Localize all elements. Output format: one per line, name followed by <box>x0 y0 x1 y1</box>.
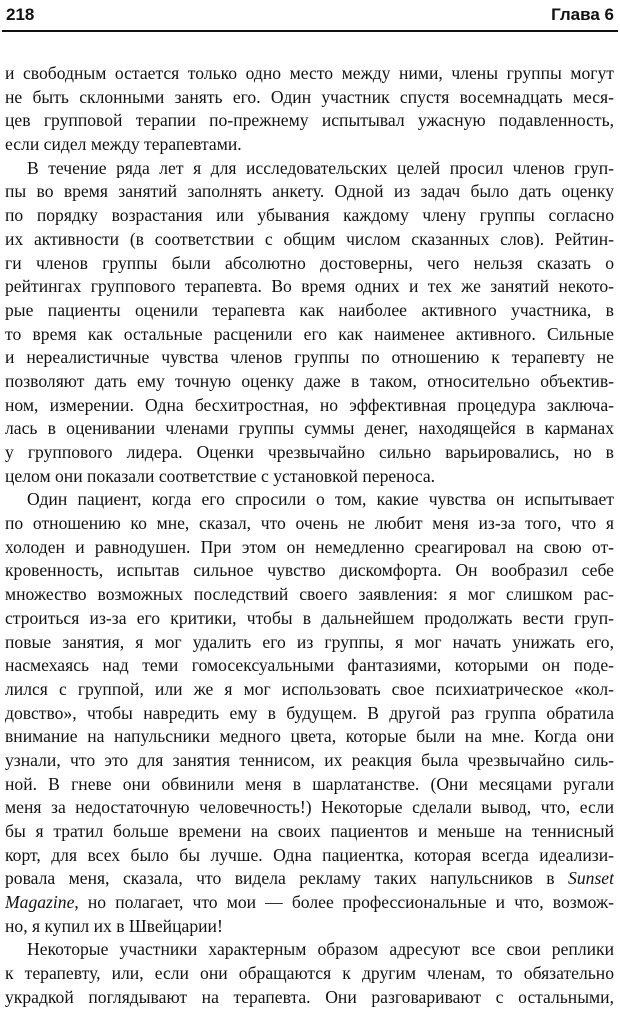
line-text: лился с группой, или же я мог использовать свое психиатрическое «кол- <box>5 678 614 699</box>
line-text: позволяют дать ему точную оценку даже в таком, относительно объектив- <box>5 370 614 391</box>
line-text: по порядку возрастания или убывания каждому члену группы согласно <box>5 205 614 226</box>
line-text: целом они показали соответствие с установкой переноса. <box>5 465 436 486</box>
text-line <box>5 228 614 252</box>
text-line <box>5 323 614 347</box>
text-line <box>5 844 614 868</box>
header-rule <box>2 30 618 32</box>
text-line <box>5 654 614 678</box>
text-line <box>5 252 614 276</box>
line-text: но, я купил их в Швейцарии! <box>5 915 223 936</box>
text-line <box>5 204 614 228</box>
line-text: Один пациент, когда его спросили о том, какие чувства он испытывает <box>27 489 614 510</box>
text-line <box>5 465 614 489</box>
line-text: строиться из-за его критики, чтобы в дальнейшем продолжать вести груп- <box>5 607 614 628</box>
text-line <box>5 915 614 939</box>
text-line <box>5 678 614 702</box>
chapter-title: Глава 6 <box>551 5 614 24</box>
line-text: ном, измерении. Одна бесхитростная, но эффективная процедура заключа- <box>5 394 614 415</box>
text-line <box>5 133 614 157</box>
text-line <box>5 796 614 820</box>
line-text: и нереалистичные чувства членов группы по отношению к терапевту не <box>5 347 614 368</box>
text-line <box>5 773 614 797</box>
line-text: и свободным остается только одно место между ними, члены группы могут <box>5 63 614 83</box>
text-line <box>5 275 614 299</box>
text-line <box>5 986 614 1010</box>
text-line <box>5 962 614 986</box>
text-line <box>5 607 614 631</box>
line-text: пы во время занятий заполнять анкету. Одной из задач было дать оценку <box>5 181 614 202</box>
line-text: у группового лидера. Оценки чрезвычайно сильно варьировались, но в <box>5 442 614 462</box>
italic-phrase: Sunset <box>568 868 614 889</box>
text-line <box>5 346 614 370</box>
line-text: , но полагает, что мои — более профессиональные и что, возмож- <box>74 892 614 913</box>
running-header <box>6 3 614 29</box>
text-line <box>5 180 614 204</box>
line-text: к терапевту, или, если они обращаются к другим членам, то обязательно <box>5 963 614 984</box>
line-text: лась в оценивании членами группы суммы денег, находящейся в карманах <box>5 418 614 439</box>
text-line <box>5 417 614 441</box>
text-line <box>5 891 614 915</box>
line-text: холоден и равнодушен. При этом он немедленно среагировал на свою от- <box>5 536 614 557</box>
text-line <box>5 62 614 86</box>
text-line <box>5 512 614 536</box>
text-line <box>5 109 614 133</box>
text-line <box>5 394 614 418</box>
line-text: насмехаясь над теми гомосексуальными фантазиями, которыми он поде- <box>5 655 614 676</box>
text-line <box>5 536 614 560</box>
text-line <box>5 867 614 891</box>
line-text: ровала меня, сказала, что видела рекламу таких напульсников в <box>5 868 555 889</box>
line-text: украдкой поглядывают на терапевта. Они разговаривают с остальными, <box>5 986 614 1007</box>
line-text: по отношению ко мне, сказал, что очень не любит меня из-за того, что я <box>5 513 614 534</box>
line-text: узнали, что это для занятия теннисом, их реакция была чрезвычайно силь- <box>5 749 614 770</box>
line-text: меня за недостаточную человечность!) Некоторые сделали вывод, что, если <box>5 797 614 818</box>
line-text: если сидел между терапевтами. <box>5 134 242 155</box>
text-line <box>5 157 614 181</box>
line-text: рые пациенты оценили терапевта как наиболее активного участника, в <box>5 299 614 320</box>
line-text: не быть склонными занять его. Один участник спустя восемнадцать меся- <box>5 86 614 107</box>
line-text: ги членов группы были абсолютно достоверны, чего нельзя сказать о <box>5 252 614 273</box>
line-text: кровенность, испытав сильное чувство дискомфорта. Он вообразил себе <box>5 560 614 581</box>
text-line <box>5 441 614 465</box>
page-number: 218 <box>6 5 35 24</box>
line-text: цев групповой терапии по-прежнему испытывал ужасную подавленность, <box>5 110 614 131</box>
italic-phrase: Magazine <box>5 892 75 913</box>
line-text: рейтингах группового терапевта. Во время одних и тех же занятий некото- <box>5 276 614 297</box>
text-line <box>5 559 614 583</box>
line-text: бы я тратил больше времени на своих пациентов и меньше на теннисный <box>5 821 614 841</box>
body-text <box>5 62 614 1010</box>
text-line <box>5 488 614 512</box>
text-line <box>5 86 614 110</box>
line-text: внимание на напульсники медного цвета, которые были на мне. Когда они <box>5 726 614 747</box>
text-line <box>5 299 614 323</box>
text-line <box>5 820 614 844</box>
line-text: корт, для всех было бы лучше. Одна пациентка, которая всегда идеализи- <box>5 844 614 865</box>
line-text: довство», чтобы навредить ему в будущем. В другой раз группа обратила <box>5 702 614 723</box>
text-line <box>5 370 614 394</box>
line-text: Некоторые участники характерным образом адресуют все свои реплики <box>27 939 614 960</box>
line-text: множество возможных последствий своего заявления: я мог слишком рас- <box>5 584 614 605</box>
text-line <box>5 749 614 773</box>
text-line <box>5 725 614 749</box>
text-line <box>5 702 614 726</box>
line-text: повые занятия, я мог удалить его из группы, я мог начать унижать его, <box>5 631 614 652</box>
line-text: ной. В гневе они обвинили меня в шарлатанстве. (Они месяцами ругали <box>5 773 614 794</box>
text-line <box>5 583 614 607</box>
line-text: их активности (в соответствии с общим числом сказанных слов). Рейтин- <box>5 228 614 249</box>
text-line <box>5 938 614 962</box>
line-text: то время как остальные расценили его как наименее активного. Сильные <box>5 323 614 344</box>
text-line <box>5 631 614 655</box>
line-text: В течение ряда лет я для исследовательских целей просил членов груп- <box>27 157 614 178</box>
